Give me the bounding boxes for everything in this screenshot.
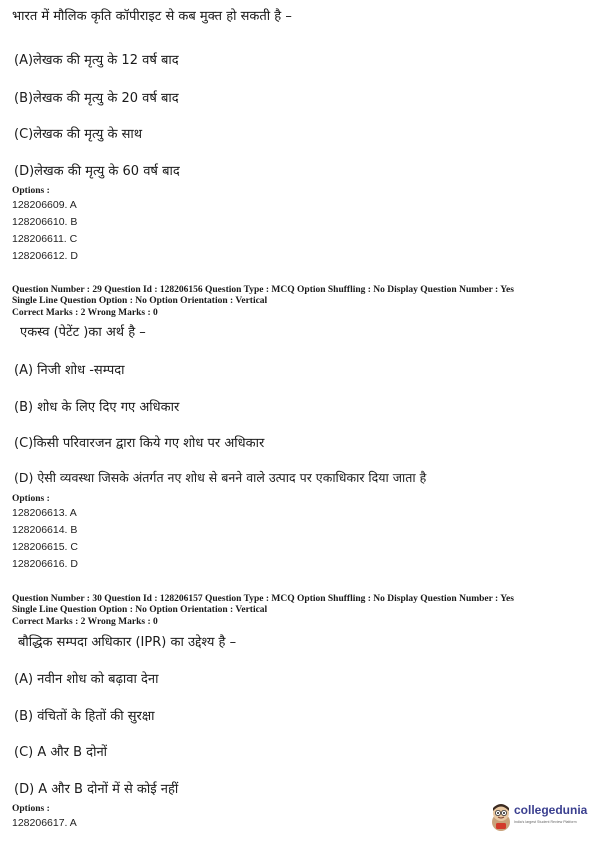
q29-meta-line-2: Single Line Question Option : No Option Orientation : Vertical [12,296,268,306]
q29-option-code-c: 128206615. C [12,541,78,553]
q28-option-code-b: 128206610. B [12,216,78,228]
question-30-text: बौद्धिक सम्पदा अधिकार (IPR) का उद्देश्य है – [18,635,237,650]
q28-option-a: (A)लेखक की मृत्यु के 12 वर्ष बाद [14,53,179,68]
q28-option-c: (C)लेखक की मृत्यु के साथ [14,127,143,142]
q30-meta-line-2: Single Line Question Option : No Option Orientation : Vertical [12,605,268,615]
q30-option-a: (A) नवीन शोध को बढ़ावा देना [14,672,159,687]
q29-meta-line-3: Correct Marks : 2 Wrong Marks : 0 [12,308,158,318]
logo-wordmark: collegedunia [514,803,588,817]
q29-option-code-b: 128206614. B [12,524,78,536]
q30-meta-line-1: Question Number : 30 Question Id : 128206157 Question Type : MCQ Option Shuffling : No Display Question Number : Yes [12,594,514,604]
logo-tagline: India's largest Student Review Platform [514,820,577,824]
mascot-icon [489,802,513,832]
q28-option-d: (D)लेखक की मृत्यु के 60 वर्ष बाद [14,164,180,179]
q28-option-code-c: 128206611. C [12,233,78,245]
q29-option-a: (A) निजी शोध -सम्पदा [14,363,125,378]
q30-option-d: (D) A और B दोनों में से कोई नहीं [14,782,179,797]
q29-option-d: (D) ऐसी व्यवस्था जिसके अंतर्गत नए शोध से बनने वाले उत्पाद पर एकाधिकार दिया जाता है [14,470,427,485]
q30-option-c: (C) A और B दोनों [14,745,108,760]
q29-option-code-a: 128206613. A [12,507,77,519]
q28-option-code-d: 128206612. D [12,250,78,262]
q30-options-label: Options : [12,804,50,814]
q29-option-b: (B) शोध के लिए दिए गए अधिकार [14,400,180,415]
collegedunia-logo [489,800,593,836]
q29-options-label: Options : [12,494,50,504]
q28-option-b: (B)लेखक की मृत्यु के 20 वर्ष बाद [14,91,179,106]
q30-option-code-a: 128206617. A [12,817,77,829]
q30-meta-line-3: Correct Marks : 2 Wrong Marks : 0 [12,617,158,627]
q29-option-c: (C)किसी परिवारजन द्वारा किये गए शोध पर अधिकार [14,436,265,451]
q28-options-label: Options : [12,186,50,196]
q28-option-code-a: 128206609. A [12,199,77,211]
question-28-text: भारत में मौलिक कृति कॉपीराइट से कब मुक्त हो सकती है – [12,9,292,24]
q29-option-code-d: 128206616. D [12,558,78,570]
q29-meta-line-1: Question Number : 29 Question Id : 128206156 Question Type : MCQ Option Shuffling : No Display Question Number : Yes [12,285,514,295]
q30-option-b: (B) वंचितों के हितों की सुरक्षा [14,709,155,724]
question-29-text: एकस्व (पेटेंट )का अर्थ है – [20,325,146,340]
